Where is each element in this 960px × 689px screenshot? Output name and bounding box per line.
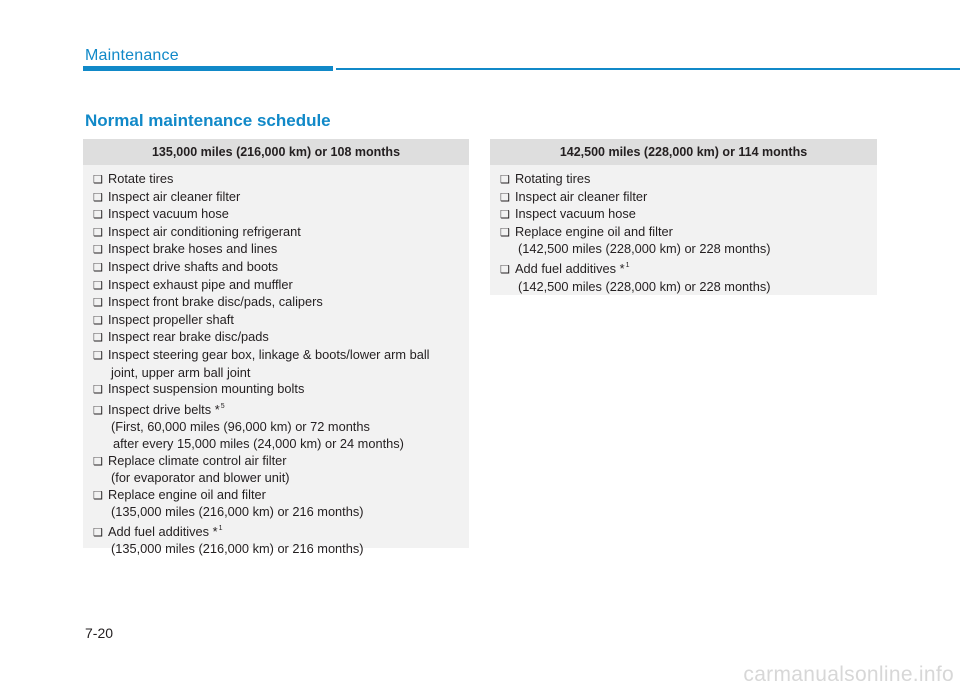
page-number: 7-20: [85, 625, 114, 641]
checklist-item: [93, 171, 469, 189]
checklist-item-label: Add fuel additives *: [108, 523, 218, 539]
checklist-item: [93, 277, 469, 295]
checklist-item-detail: joint, upper arm ball joint: [111, 364, 251, 380]
checklist-item: [93, 206, 469, 224]
checklist-item: [500, 189, 877, 207]
checklist-item: [500, 224, 877, 242]
checkbox-icon: ❑: [93, 314, 103, 327]
checklist-item-label: Inspect air cleaner filter: [108, 188, 241, 204]
checklist-item-label: Inspect propeller shaft: [108, 311, 234, 327]
checklist-item: [93, 294, 469, 312]
checklist-item: [93, 312, 469, 330]
checkbox-icon: ❑: [93, 489, 103, 502]
checklist-item-detail: (135,000 miles (216,000 km) or 216 months): [111, 504, 364, 520]
checkbox-icon: ❑: [500, 209, 510, 222]
checklist-item-detail: after every 15,000 miles (24,000 km) or 24 months): [113, 435, 404, 451]
checkbox-icon: ❑: [93, 279, 103, 292]
checklist: [83, 165, 469, 558]
checklist-item-label: Inspect brake hoses and lines: [108, 241, 278, 257]
checkbox-icon: ❑: [500, 263, 510, 276]
checklist-item-label: Inspect steering gear box, linkage & boots/lower arm ball: [108, 346, 430, 362]
footnote-marker: 5: [220, 402, 225, 410]
checkbox-icon: ❑: [93, 349, 103, 362]
checklist-item-detail: (142,500 miles (228,000 km) or 228 months): [518, 278, 771, 294]
checkbox-icon: ❑: [500, 226, 510, 239]
checklist-item-detail: (First, 60,000 miles (96,000 km) or 72 months: [111, 419, 370, 435]
checkbox-icon: ❑: [93, 226, 103, 239]
checkbox-icon: ❑: [93, 191, 103, 204]
checklist-item: [93, 329, 469, 347]
footnote-marker: 1: [218, 524, 223, 532]
checkbox-icon: ❑: [93, 526, 103, 539]
checklist-item-label: Replace engine oil and filter: [515, 223, 673, 239]
checklist-item-label: Inspect exhaust pipe and muffler: [108, 276, 293, 292]
checklist-item: [93, 347, 469, 365]
checklist-item: [93, 521, 469, 542]
checklist-item-label: Inspect drive shafts and boots: [108, 258, 279, 274]
checklist-item-label: Inspect air conditioning refrigerant: [108, 223, 301, 239]
checklist-item-detail: (142,500 miles (228,000 km) or 228 months): [518, 241, 771, 257]
header-rule-thin: [336, 68, 960, 70]
checkbox-icon: ❑: [500, 174, 510, 186]
checklist-item-label: Rotate tires: [108, 171, 174, 186]
checkbox-icon: ❑: [93, 261, 103, 274]
section-title: Maintenance: [85, 47, 179, 64]
page-heading: Normal maintenance schedule: [85, 111, 331, 130]
checkbox-icon: ❑: [93, 209, 103, 222]
checklist-item-label: Inspect drive belts *: [108, 401, 220, 417]
checklist-item: [500, 171, 877, 189]
checkbox-icon: ❑: [93, 244, 103, 257]
checklist-item-label: Inspect rear brake disc/pads: [108, 329, 269, 345]
checklist-item-detail: (for evaporator and blower unit): [111, 470, 290, 486]
checklist-item-detail: (135,000 miles (216,000 km) or 216 months): [111, 541, 364, 557]
checklist-item-label: Inspect air cleaner filter: [515, 188, 648, 204]
header-rule-thick: [83, 66, 333, 71]
checklist-item: [93, 381, 469, 399]
checkbox-icon: ❑: [93, 404, 103, 417]
footnote-marker: 1: [625, 261, 630, 269]
checklist-item-label: Inspect suspension mounting bolts: [108, 381, 305, 397]
panel-title: 135,000 miles (216,000 km) or 108 months: [83, 139, 469, 165]
checklist-item-label: Inspect vacuum hose: [108, 206, 229, 222]
checklist-item-label: Add fuel additives *: [515, 260, 625, 276]
checklist-item-label: Replace climate control air filter: [108, 452, 287, 468]
checklist-item: [93, 487, 469, 505]
checklist-item-label: Rotating tires: [515, 171, 591, 186]
panel-title: 142,500 miles (228,000 km) or 114 months: [490, 139, 877, 165]
checklist-item-label: Inspect front brake disc/pads, calipers: [108, 294, 323, 310]
checklist-item: [93, 241, 469, 259]
checklist-item: [93, 259, 469, 277]
checklist-item-label: Replace engine oil and filter: [108, 486, 266, 502]
checkbox-icon: ❑: [93, 332, 103, 345]
checklist-item: [500, 206, 877, 224]
checklist-item: [500, 258, 877, 279]
schedule-panel-135000: [83, 139, 469, 557]
watermark: carmanualsonline.info: [743, 663, 954, 686]
checkbox-icon: ❑: [93, 455, 103, 468]
checklist-item: [93, 224, 469, 242]
checklist: [490, 165, 877, 295]
checklist-item: [93, 453, 469, 471]
checkbox-icon: ❑: [93, 174, 103, 186]
checklist-item: [93, 189, 469, 207]
schedule-panel-142500: [490, 139, 877, 295]
checkbox-icon: ❑: [93, 384, 103, 397]
checklist-item-label: Inspect vacuum hose: [515, 206, 636, 222]
checkbox-icon: ❑: [500, 191, 510, 204]
checkbox-icon: ❑: [93, 297, 103, 310]
checklist-item: [93, 399, 469, 420]
